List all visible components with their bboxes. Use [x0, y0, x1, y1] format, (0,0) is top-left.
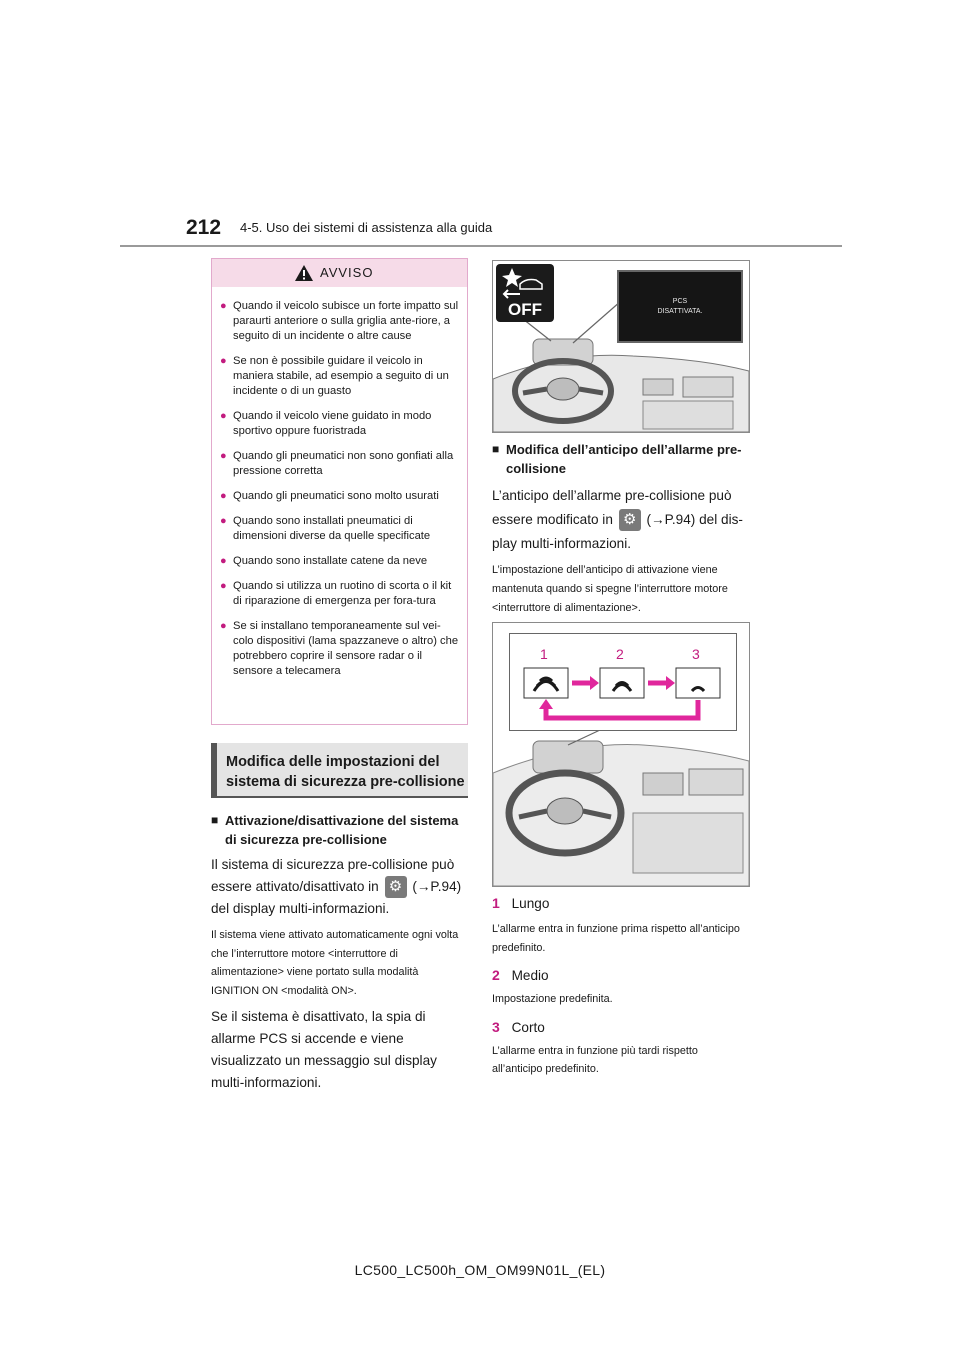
warning-box	[211, 258, 468, 725]
warning-item-text: Se non è possibile guidare il veicolo in maniera stabile, ad esempio a seguito di un incidente o di un guasto	[233, 355, 449, 397]
bullet-icon: ●	[220, 300, 227, 312]
warning-item-text: Quando si utilizza un ruotino di scorta o il kit di riparazione di emergenza per fora-tura	[233, 580, 452, 607]
warning-item	[220, 449, 459, 479]
bullet-icon: ●	[220, 515, 227, 527]
option-long	[492, 893, 750, 957]
timing-label-2: 2	[616, 646, 624, 662]
bullet-icon: ●	[220, 450, 227, 462]
display-text-pcs: PCS	[672, 298, 688, 305]
option-description: L’allarme entra in funzione più tardi rispetto all’anticipo predefinito.	[492, 1044, 698, 1075]
pcs-off-indicator-icon	[496, 264, 554, 322]
settings-gear-icon: ⚙	[619, 509, 641, 531]
figure-alarm-timing	[492, 622, 750, 887]
timing-paragraph: L’anticipo dell’allarme pre-collisione può essere modificato in ⚙ (→P.94) del dis-play multi-informazioni.	[492, 488, 743, 551]
timing-options-panel	[509, 633, 737, 731]
section-heading	[211, 743, 468, 798]
timing-label-3: 3	[692, 646, 700, 662]
pcs-collision-icon	[496, 264, 554, 302]
warning-item-text: Quando gli pneumatici non sono gonfiati alla pressione corretta	[233, 450, 454, 477]
chapter-title: 4-5. Uso dei sistemi di assistenza alla guida	[240, 220, 493, 235]
deactivation-paragraph: Se il sistema è disattivato, la spia di allarme PCS si accende e viene visualizzato un messaggio sul display multi-informazioni.	[211, 1009, 437, 1091]
warning-item	[220, 619, 459, 679]
warning-item-text: Se si installano temporaneamente sul vei-colo dispositivi (lama spazzaneve o altro) che potrebbero coprire il sensore radar o il sensore a telecamera	[233, 620, 459, 677]
warning-item	[220, 554, 459, 569]
activation-note: Il sistema viene attivato automaticamente ogni volta che l’interruttore motore <interruttore di alimentazione> viene portato sulla modalità IGNITION ON <modalità ON>.	[211, 929, 459, 997]
timing-note: L’impostazione dell’anticipo di attivazione viene mantenuta quando si spegne l’interruttore motore <interruttore di alimentazione>.	[492, 564, 728, 614]
header-rule	[120, 245, 842, 247]
option-number: 3	[492, 1018, 500, 1035]
option-number: 2	[492, 967, 500, 983]
warning-item-text: Quando gli pneumatici sono molto usurati	[233, 490, 439, 502]
warning-item-text: Quando il veicolo viene guidato in modo sportivo oppure fuoristrada	[233, 410, 432, 437]
warning-item	[220, 489, 459, 504]
warning-item	[220, 354, 459, 399]
warning-item	[220, 514, 459, 544]
option-label: Medio	[511, 968, 549, 983]
warning-item	[220, 409, 459, 439]
display-text-disabled: DISATTIVATA.	[657, 308, 703, 315]
warning-item-text: Quando sono installate catene da neve	[233, 555, 428, 567]
option-label: Corto	[511, 1019, 545, 1035]
warning-list	[212, 287, 467, 679]
warning-title: AVVISO	[320, 265, 374, 280]
bullet-icon: ●	[220, 555, 227, 567]
square-bullet-icon: ■	[211, 813, 219, 827]
bullet-icon: ●	[220, 620, 227, 632]
warning-item	[220, 299, 459, 344]
option-medium	[492, 965, 750, 1009]
option-number: 1	[492, 895, 500, 911]
multi-information-display	[617, 270, 743, 343]
right-column	[492, 440, 750, 618]
figure-pcs-off	[492, 260, 750, 433]
page-number: 212	[186, 216, 222, 239]
option-description: Impostazione predefinita.	[492, 993, 613, 1005]
bullet-icon: ●	[220, 410, 227, 422]
option-label: Lungo	[511, 896, 550, 911]
timing-options-list	[492, 893, 750, 1079]
bullet-icon: ●	[220, 355, 227, 367]
option-description: L’allarme entra in funzione prima rispetto all’anticipo predefinito.	[492, 923, 740, 954]
section-title: Modifica delle impostazioni del sistema di sicurezza pre-collisione	[226, 754, 465, 790]
document-footer: LC500_LC500h_OM_OM99N01L_(EL)	[354, 1262, 606, 1278]
off-label: OFF	[508, 300, 542, 319]
square-bullet-icon: ■	[492, 442, 500, 456]
warning-item-text: Quando il veicolo subisce un forte impatto sul paraurti anteriore o sulla griglia ante-riore, a seguito di un incidente o altre cause	[233, 300, 459, 342]
bullet-icon: ●	[220, 490, 227, 502]
warning-item	[220, 579, 459, 609]
activation-paragraph: Il sistema di sicurezza pre-collisione può essere attivato/disattivato in ⚙ (→P.94) del display multi-informazioni.	[211, 857, 462, 917]
warning-header	[212, 259, 467, 287]
left-column	[211, 811, 469, 1094]
option-short	[492, 1017, 750, 1079]
warning-triangle-icon	[294, 264, 314, 282]
subtitle-timing: ■ Modifica dell’anticipo dell’allarme pre-collisione	[492, 442, 742, 476]
settings-gear-icon: ⚙	[385, 876, 407, 898]
timing-label-1: 1	[540, 646, 548, 662]
bullet-icon: ●	[220, 580, 227, 592]
subtitle-activation: ■ Attivazione/disattivazione del sistema di sicurezza pre-collisione	[211, 813, 459, 847]
warning-item-text: Quando sono installati pneumatici di dimensioni diverse da quelle specificate	[233, 515, 431, 542]
